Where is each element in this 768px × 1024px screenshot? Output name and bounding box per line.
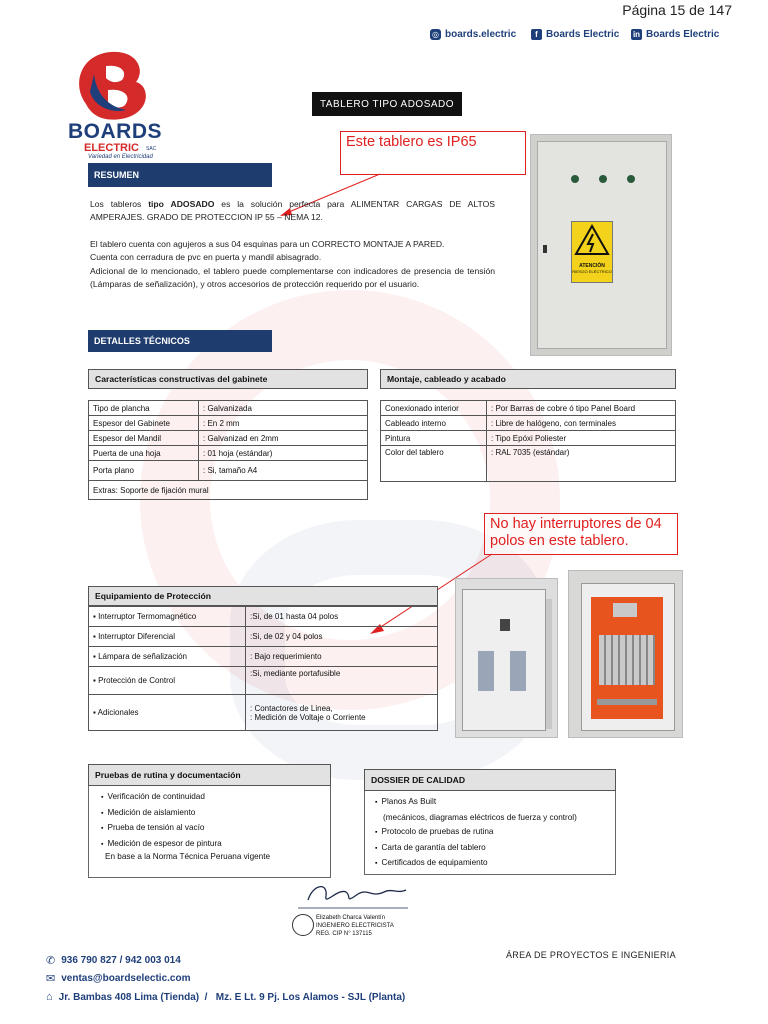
list-item: ▪ Prueba de tensión al vacío xyxy=(101,821,330,837)
contact-phone[interactable]: ✆ 936 790 827 / 942 003 014 xyxy=(46,955,181,967)
signer-role: INGENIERO ELECTRICISTA xyxy=(316,923,394,929)
table-row: ▪ Lámpara de señalización : Bajo requerimiento xyxy=(89,647,438,667)
social-linkedin[interactable] xyxy=(631,29,719,40)
pruebas-box xyxy=(88,786,331,878)
facebook-icon: f xyxy=(531,29,542,40)
home-icon: ⌂ xyxy=(46,991,53,1003)
table-row: Tipo de plancha : Galvanizada xyxy=(89,401,368,416)
table-row: Puerta de una hoja : 01 hoja (estándar) xyxy=(89,446,368,461)
equipamiento-table xyxy=(88,606,438,731)
resumen-header: RESUMEN xyxy=(88,163,272,187)
company-logo xyxy=(66,44,186,164)
document-title: TABLERO TIPO ADOSADO xyxy=(312,92,462,116)
table-row: Conexionado interior : Por Barras de cobre ó tipo Panel Board xyxy=(381,401,676,416)
instagram-handle: boards.electric xyxy=(445,29,517,40)
cabinet-photo xyxy=(530,134,672,356)
montaje-title: Montaje, cableado y acabado xyxy=(380,369,676,389)
callout-interruptores: No hay interruptores de 04 polos en este tablero. xyxy=(484,513,678,555)
table-row: Extras: Soporte de fijación mural xyxy=(89,481,368,500)
table-row: ▪ Interruptor Diferencial :Si, de 02 y 04 polos xyxy=(89,627,438,647)
table-row: Espesor del Gabinete : En 2 mm xyxy=(89,416,368,431)
signer-reg: REG. CIP N° 137115 xyxy=(316,931,372,937)
phone-icon: ✆ xyxy=(46,955,56,967)
list-item: ▪ Planos As Built xyxy=(375,795,615,811)
area-label: ÁREA DE PROYECTOS E INGENIERIA xyxy=(506,950,676,960)
high-voltage-icon xyxy=(572,222,612,258)
list-item: ▪ Medición de espesor de pintura xyxy=(101,837,330,853)
callout-ip65: Este tablero es IP65 xyxy=(340,131,526,175)
facebook-handle: Boards Electric xyxy=(546,29,620,40)
page-number: Página 15 de 147 xyxy=(622,2,732,18)
email-icon: ✉ xyxy=(46,973,56,985)
logo-brand: BOARDS xyxy=(68,120,163,143)
gabinete-title: Características constructivas del gabinete xyxy=(88,369,368,389)
table-row: Cableado interno : Libre de halógeno, con terminales xyxy=(381,416,676,431)
dossier-title: DOSSIER DE CALIDAD xyxy=(364,769,616,791)
signature-stamp xyxy=(288,878,428,944)
logo-sac: SAC xyxy=(146,146,157,152)
logo-mark xyxy=(66,44,186,124)
signature-scribble xyxy=(288,878,428,914)
seal-icon xyxy=(292,914,314,936)
warning-sign: ATENCIÓN RIESGO ELÉCTRICO xyxy=(571,221,613,283)
signer-name: Elizabeth Charca Valentín xyxy=(316,915,385,921)
social-facebook[interactable] xyxy=(531,29,619,40)
list-item: ▪ Carta de garantía del tablero xyxy=(375,841,615,857)
instagram-icon: ◎ xyxy=(430,29,441,40)
open-cabinet-photo-1 xyxy=(455,578,558,738)
equipamiento-title: Equipamiento de Protección xyxy=(88,586,438,606)
list-item: ▪ Verificación de continuidad xyxy=(101,790,330,806)
pruebas-note: En base a la Norma Técnica Peruana vigente xyxy=(105,852,271,861)
table-row: ▪ Adicionales : Contactores de Linea, : Medición de Voltaje o Corriente xyxy=(89,695,438,731)
contact-address: ⌂ Jr. Bambas 408 Lima (Tienda) / Mz. E Lt. 9 Pj. Los Alamos - SJL (Planta) xyxy=(46,991,406,1003)
detalles-header: DETALLES TÉCNICOS xyxy=(88,330,272,352)
dossier-item1-sub: (mecánicos, diagramas eléctricos de fuerza y control) xyxy=(383,812,577,822)
logo-sub: ELECTRIC xyxy=(84,142,139,154)
table-row: Color del tablero : RAL 7035 (estándar) xyxy=(381,446,676,482)
table-row: Espesor del Mandil : Galvanizad en 2mm xyxy=(89,431,368,446)
open-cabinet-photo-2 xyxy=(568,570,683,738)
resumen-paragraph-2: El tablero cuenta con agujeros a sus 04 esquinas para un CORRECTO MONTAJE A PARED. Cuenta con cerradura de pvc en puerta y mandil abisagrado. Adicional de lo mencionado, el tablero puede complementarse con indicadores de presencia de tensión (Lámparas de señalización), y otros accesorios de protección requerido por el usuario. xyxy=(90,239,495,290)
table-row: Pintura : Tipo Epóxi Poliester xyxy=(381,431,676,446)
list-item: ▪ Protocolo de pruebas de rutina xyxy=(375,825,615,841)
table-row: ▪ Protección de Control :Si, mediante portafusible xyxy=(89,667,438,695)
contact-email[interactable]: ✉ ventas@boardselectic.com xyxy=(46,973,191,985)
pruebas-title: Pruebas de rutina y documentación xyxy=(88,764,331,786)
linkedin-icon: in xyxy=(632,30,641,39)
logo-tagline: Variedad en Electricidad xyxy=(88,154,153,160)
dossier-list xyxy=(375,795,615,811)
social-instagram[interactable] xyxy=(430,29,516,40)
gabinete-table xyxy=(88,400,368,500)
pruebas-list xyxy=(101,790,330,852)
list-item: ▪ Certificados de equipamiento xyxy=(375,856,615,872)
resumen-paragraph-1: Los tableros tipo ADOSADO es la solución perfecta para ALIMENTAR CARGAS DE ALTOS AMPERAJES. GRADO DE PROTECCION IP 55 – NEMA 12. xyxy=(90,199,496,223)
table-row: ▪ Interruptor Termomagnético :Si, de 01 hasta 04 polos xyxy=(89,607,438,627)
montaje-table xyxy=(380,400,676,482)
dossier-box xyxy=(364,791,616,875)
table-row: Porta plano : Si, tamaño A4 xyxy=(89,461,368,481)
linkedin-handle: Boards Electric xyxy=(646,29,720,40)
list-item: ▪ Medición de aislamiento xyxy=(101,806,330,822)
